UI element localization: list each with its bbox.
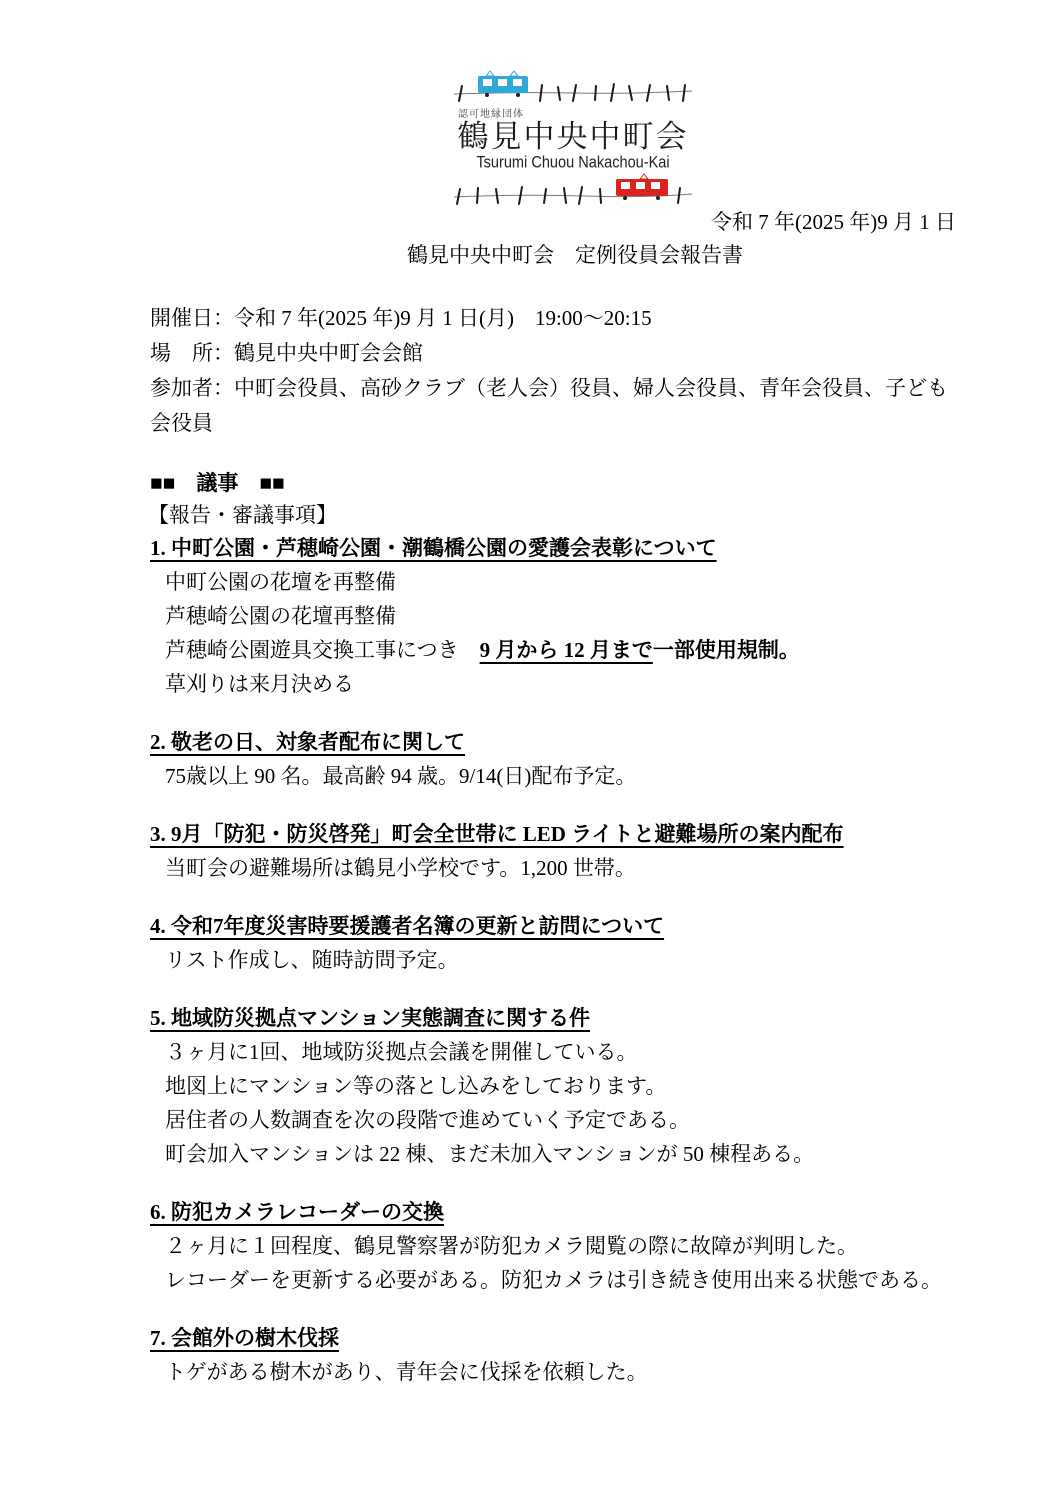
text-segment: 一部使用規制。 <box>652 638 800 663</box>
section-heading: 7. 会館外の樹木伐採 <box>150 1326 339 1351</box>
association-logo <box>454 0 692 206</box>
logo-rail-top <box>454 70 692 104</box>
text-segment: レコーダーを更新する必要がある。防犯カメラは引き続き使用出来る状態である。 <box>165 1268 942 1293</box>
agenda-section <box>150 817 978 885</box>
document-date: 令和 7 年(2025 年)9 月 1 日 <box>711 210 956 235</box>
text-segment: 当町会の避難場所は鶴見小学校です。1,200 世帯。 <box>165 856 636 881</box>
meeting-info-line: 参加者：中町会役員、高砂クラブ（老人会）役員、婦人会役員、青年会役員、子ども会役員 <box>150 376 948 436</box>
text-segment: 芦穂崎公園の花壇再整備 <box>165 604 396 629</box>
logo-title: 鶴見中央中町会 <box>457 119 689 154</box>
text-segment: 芦穂崎公園遊具交換工事につき <box>165 638 480 663</box>
section-line <box>150 633 978 667</box>
agenda-category-label: 【報告・審議事項】 <box>148 503 337 528</box>
agenda-sections <box>150 531 978 1389</box>
text-segment: ３ヶ月に1回、地域防災拠点会議を開催している。 <box>165 1040 638 1065</box>
agenda-section <box>150 1195 978 1297</box>
text-segment: 居住者の人数調査を次の段階で進めていく予定である。 <box>165 1108 690 1133</box>
agenda-section <box>150 1321 978 1389</box>
section-line <box>150 1069 978 1103</box>
logo-certification-label: 認可地縁団体 <box>458 109 524 120</box>
section-line <box>150 1263 978 1297</box>
agenda-section <box>150 1001 978 1171</box>
meeting-info <box>150 301 968 441</box>
section-line <box>150 851 978 885</box>
section-line <box>150 1229 978 1263</box>
text-segment: 地図上にマンション等の落とし込みをしております。 <box>165 1074 667 1099</box>
text-segment: 草刈りは来月決める <box>165 672 354 697</box>
section-heading: 6. 防犯カメラレコーダーの交換 <box>150 1200 444 1225</box>
agenda-section <box>150 531 978 701</box>
section-line <box>150 667 978 701</box>
logo-subtitle-romaji: Tsurumi Chuou Nakachou-Kai <box>476 153 670 172</box>
agenda-section <box>150 725 978 793</box>
text-segment: 9 月から 12 月まで <box>479 638 653 663</box>
section-line <box>150 943 978 977</box>
section-heading: 3. 9月「防犯・防災啓発」町会全世帯に LED ライトと避難場所の案内配布 <box>150 822 844 847</box>
document-title: 鶴見中央中町会 定例役員会報告書 <box>407 243 743 268</box>
section-heading: 2. 敬老の日、対象者配布に関して <box>150 730 465 755</box>
section-line <box>150 1137 978 1171</box>
agenda-section <box>150 909 978 977</box>
text-segment: 町会加入マンションは 22 棟、まだ未加入マンションが 50 棟程ある。 <box>165 1142 815 1167</box>
text-segment: リスト作成し、随時訪問予定。 <box>165 948 459 973</box>
section-line <box>150 565 978 599</box>
meeting-info-line: 開催日：令和 7 年(2025 年)9 月 1 日(月) 19:00～20:15 <box>150 306 652 331</box>
text-segment: トゲがある樹木があり、青年会に伐採を依頼した。 <box>165 1360 648 1385</box>
meeting-info-line: 場 所：鶴見中央中町会会館 <box>150 341 423 366</box>
text-segment: 中町公園の花壇を再整備 <box>165 570 396 595</box>
text-segment: 75歳以上 90 名。最高齢 94 歳。9/14(日)配布予定。 <box>165 764 637 789</box>
section-line <box>150 1355 978 1389</box>
section-heading: 5. 地域防災拠点マンション実態調査に関する件 <box>150 1006 591 1031</box>
section-heading: 1. 中町公園・芦穂崎公園・潮鶴橋公園の愛護会表彰について <box>150 536 717 561</box>
section-heading: 4. 令和7年度災害時要援護者名簿の更新と訪問について <box>150 914 665 939</box>
section-line <box>150 599 978 633</box>
text-segment: ２ヶ月に１回程度、鶴見警察署が防犯カメラ閲覧の際に故障が判明した。 <box>165 1234 858 1259</box>
section-line <box>150 1103 978 1137</box>
section-line <box>150 1035 978 1069</box>
section-line <box>150 759 978 793</box>
logo-rail-bottom <box>454 172 692 206</box>
agenda-header: ■■ 議事 ■■ <box>150 471 285 496</box>
